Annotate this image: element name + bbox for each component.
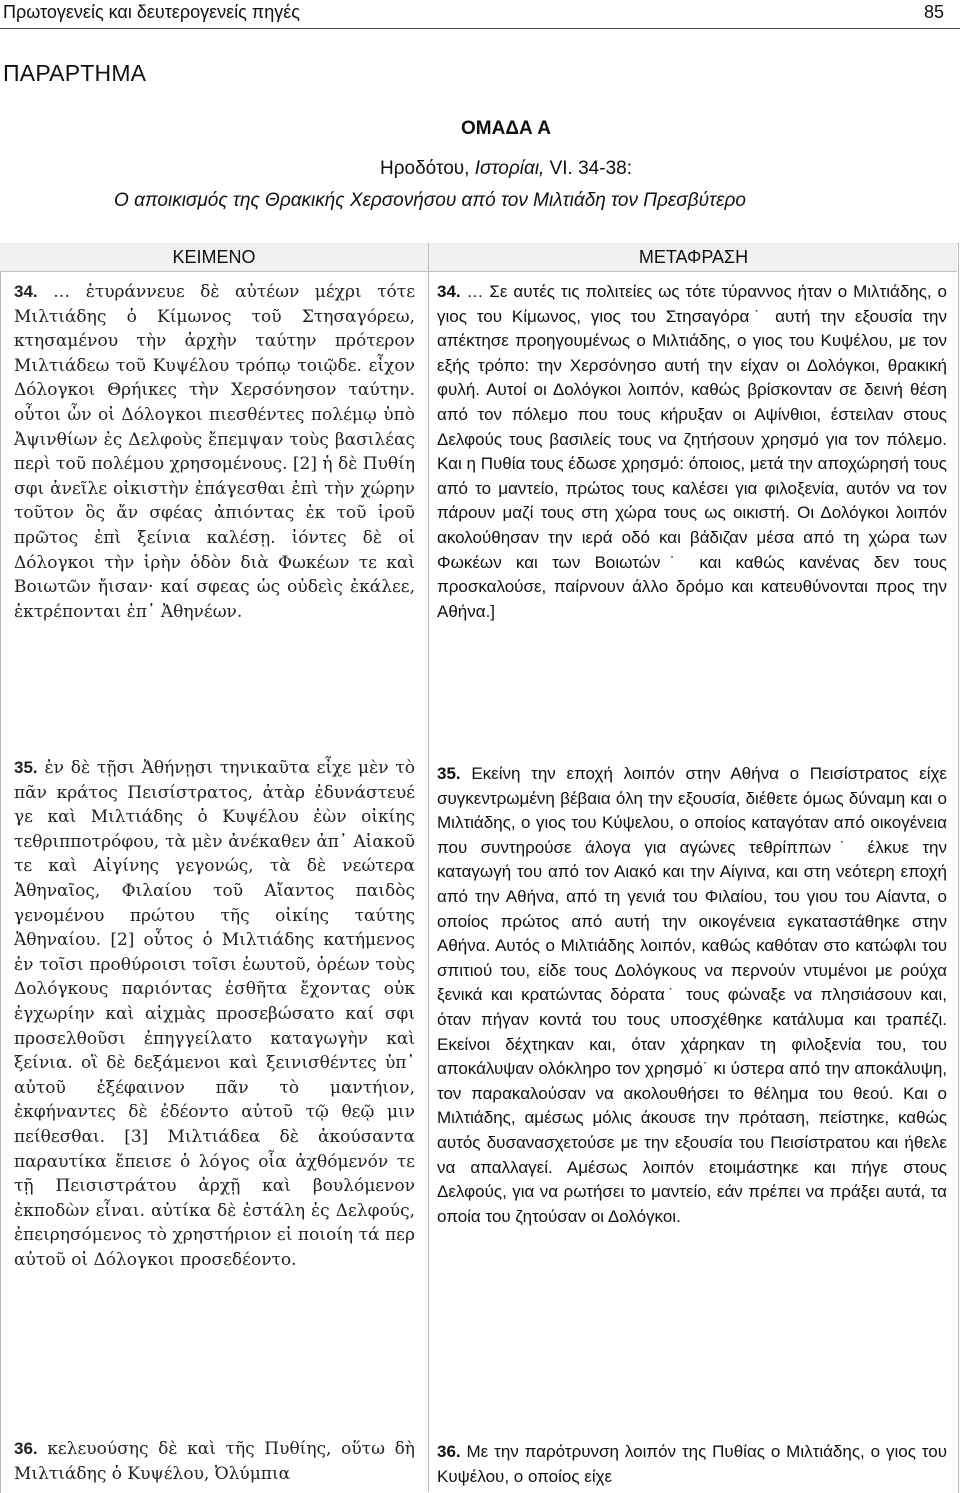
source-author: Ηροδότου, — [380, 158, 470, 179]
translation-text: Εκείνη την εποχή λοιπόν στην Αθήνα ο Πεισίστρατος είχε συγκεντρωμένη βέβαια όλη την εξουσία, διέθετε όμως δύναμη και ο Μιλτιάδης, ο γιος του Κύψελου, ο οποίος καταγόταν από οικογένεια που συντηρούσε άλογα για αγώνες τεθρίππων˙ έλκυε την καταγωγή του από τον Αιακό και την Αίγινα, και στη νεότερη εποχή από την Αθήνα, από τη γενιά του Φιλαίου, του γιου του Αίαντα, ο οποίος πρώτος από αυτή την οικογένεια εγκαταστάθηκε στην Αθήνα. Αυτός ο Μιλτιάδης λοιπόν, καθώς καθόταν στο κατώφλι του σπιτιού του, είδε τους Δολόγκους να περνούν ντυμένοι με ρούχα ξενικά και κρατώντας δόρατα˙ τους φώναξε να πλησιάσουν και, όταν πήγαν κοντά του τους υποσχέθηκε κατάλυμα και τραπέζι. Εκείνοι δέχτηκαν και, όταν χάρηκαν τη φιλοξενία του, του αποκάλυψαν ολόκληρο τον χρησμό˙ κι ύστερα από την αποκάλυψη, τον παρακαλούσαν να ακολουθήσει το θέλημα του θεού. Και ο Μιλτιάδης, αμέσως μόλις άκουσε την πρόταση, πείστηκε, καθώς αυτός δυσανασχετούσε με την εξουσία του Πεισίστρατου και ήθελε να απαλλαγεί. Αμέσως λοιπόν ετοιμάστηκε και πήγε στους Δελφούς, για να ρωτήσει το μαντείο, εάν πρέπει να πράξει αυτά, τα οποία του ζητούσαν οι Δολόγκοι. — [437, 764, 947, 1226]
greek-text: ἐν δὲ τῇσι Ἀθήνῃσι τηνικαῦτα εἶχε μὲν τὸ πᾶν κράτος Πεισίστρατος, ἀτὰρ ἐδυνάστευέ γε καὶ Μιλτιάδης ὁ Κυψέλου ἐὼν οἰκίης τεθριπποτρόφου, τὰ μὲν ἀνέκαθεν ἀπ᾽ Αἰακοῦ τε καὶ Αἰγίνης γεγονώς, τὰ δὲ νεώτερα Ἀθηναῖος, Φιλαίου τοῦ Αἴαντος παιδὸς γενομένου πρώτου τῆς οἰκίης ταύτης Ἀθηναίου. [2] οὗτος ὁ Μιλτιάδης κατήμενος ἐν τοῖσι προθύροισι τοῖσι ἑωυτοῦ, ὁρέων τοὺς Δολόγκους παριόντας ἐσθῆτα ἔχοντας οὐκ ἐγχωρίην καὶ αἰχμὰς προσεβώσατο καί σφι προσελθοῦσι ἐπηγγείλατο καταγωγὴν καὶ ξείνια. οἳ δὲ δεξάμενοι καὶ ξεινισθέντες ὑπ᾽ αὐτοῦ ἐξέφαινον πᾶν τὸ μαντήιον, ἐκφήναντες δὲ ἐδέοντο αὐτοῦ τῷ θεῷ μιν πείθεσθαι. [3] Μιλτιάδεα δὲ ἀκούσαντα παραυτίκα ἔπεισε ὁ λόγος οἷα ἀχθόμενόν τε τῇ Πεισιστράτου ἀρχῇ καὶ βουλόμενον ἐκποδὼν εἶναι. αὐτίκα δὲ ἐστάλη ἐς Δελφούς, ἐπειρησόμενος τὸ χρηστήριον εἰ ποιοίη τά περ αὐτοῦ οἱ Δόλογκοι προσεδέοντο. — [14, 758, 415, 1270]
running-title: Πρωτογενείς και δευτερογενείς πηγές — [3, 2, 300, 22]
section-number: 34. — [14, 282, 38, 301]
greek-text: κελευούσης δὲ καὶ τῆς Πυθίης, οὕτω δὴ Μιλτιάδης ὁ Κυψέλου, Ὀλύμπια — [14, 1439, 415, 1484]
table-header-row — [0, 243, 957, 272]
section-number: 34. — [437, 282, 461, 301]
section-number: 35. — [437, 764, 461, 783]
group-label: ΟΜΑΔΑ Α — [461, 118, 551, 139]
source-reference: VI. 34-38: — [549, 158, 632, 179]
subject-line: Ο αποικισμός της Θρακικής Χερσονήσου από τον Μιλτιάδη τον Πρεσβύτερο — [114, 190, 746, 211]
source-work: Ιστορίαι, — [474, 158, 545, 179]
column-divider — [428, 243, 429, 1492]
appendix-title: ΠΑΡΑΡΤΗΜΑ — [3, 60, 147, 86]
column-header-text: ΚΕΙΜΕΝΟ — [172, 247, 256, 267]
column-header-translation: ΜΕΤΑΦΡΑΣΗ — [638, 247, 749, 267]
greek-section-34 — [14, 280, 415, 624]
greek-text: … ἐτυράννευε δὲ αὐτέων μέχρι τότε Μιλτιάδης ὁ Κίμωνος τοῦ Στησαγόρεω, κτησαμένου τὴν ἀρχὴν ταύτην πρότερον Μιλτιάδεω τοῦ Κυψέλου τρόπῳ τοιῷδε. εἶχον Δόλογκοι Θρήικες τὴν Χερσόνησον ταύτην. οὗτοι ὦν οἱ Δόλογκοι πιεσθέντες πολέμῳ ὑπὸ Ἀψινθίων ἐς Δελφοὺς ἔπεμψαν τοὺς βασιλέας περὶ τοῦ πολέμου χρησομένους. [2] ἡ δὲ Πυθίη σφι ἀνεῖλε οἰκιστὴν ἐπάγεσθαι ἐπὶ τὴν χώρην τοῦτον ὃς ἄν σφέας ἀπιόντας ἐκ τοῦ ἱροῦ πρῶτος ἐπὶ ξείνια καλέσῃ. ἰόντες δὲ οἱ Δόλογκοι τὴν ἱρὴν ὁδὸν διὰ Φωκέων τε καὶ Βοιωτῶν ἤισαν· καί σφεας ὡς οὐδεὶς ἐκάλεε, ἐκτρέπονται ἐπ᾽ Ἀθηνέων. — [14, 282, 415, 622]
page-number: 85 — [923, 2, 944, 22]
translation-section-36 — [437, 1440, 947, 1489]
section-number: 36. — [14, 1439, 38, 1458]
section-number: 36. — [437, 1442, 461, 1461]
greek-section-36 — [14, 1437, 415, 1486]
translation-section-34 — [437, 280, 947, 624]
translation-section-35 — [437, 762, 947, 1229]
source-line — [0, 158, 960, 180]
greek-section-35 — [14, 756, 415, 1272]
section-number: 35. — [14, 758, 38, 777]
translation-text: Με την παρότρυνση λοιπόν της Πυθίας ο Μιλτιάδης, ο γιος του Κυψέλου, ο οποίος είχε — [437, 1442, 947, 1486]
translation-text: … Σε αυτές τις πολιτείες ως τότε τύραννος ήταν ο Μιλτιάδης, ο γιος του Κίμωνος, γιος του Στησαγόρα˙ αυτή την εξουσία την απέκτησε προηγουμένως ο Μιλτιάδης, ο γιος του Κυψέλου, με τον εξής τρόπο: την Χερσόνησο αυτή την είχαν οι Δολόγκοι, θρακική φυλή. Αυτοί οι Δολόγκοι λοιπόν, καθώς βρίσκονταν σε δεινή θέση από τον πόλεμο που τους κήρυξαν οι Αψίνθιοι, έστειλαν στους Δελφούς τους βασιλείς τους να ζητήσουν χρησμό για τον πόλεμο. Και η Πυθία τους έδωσε χρησμό: όποιος, μετά την αποχώρησή τους από το μαντείο, πρώτος τους καλέσει για φιλοξενία, αυτόν να τον πάρουν μαζί τους στη χώρα τους ως οικιστή. Οι Δολόγκοι λοιπόν ακολούθησαν την ιερά οδό και βάδιζαν μέσα από τη χώρα των Φωκέων και των Βοιωτών˙ και καθώς κανένας δεν τους προσκαλούσε, παίρνουν άλλο δρόμο και κατευθύνονται προς την Αθήνα.] — [437, 282, 947, 621]
page-header — [0, 0, 960, 29]
